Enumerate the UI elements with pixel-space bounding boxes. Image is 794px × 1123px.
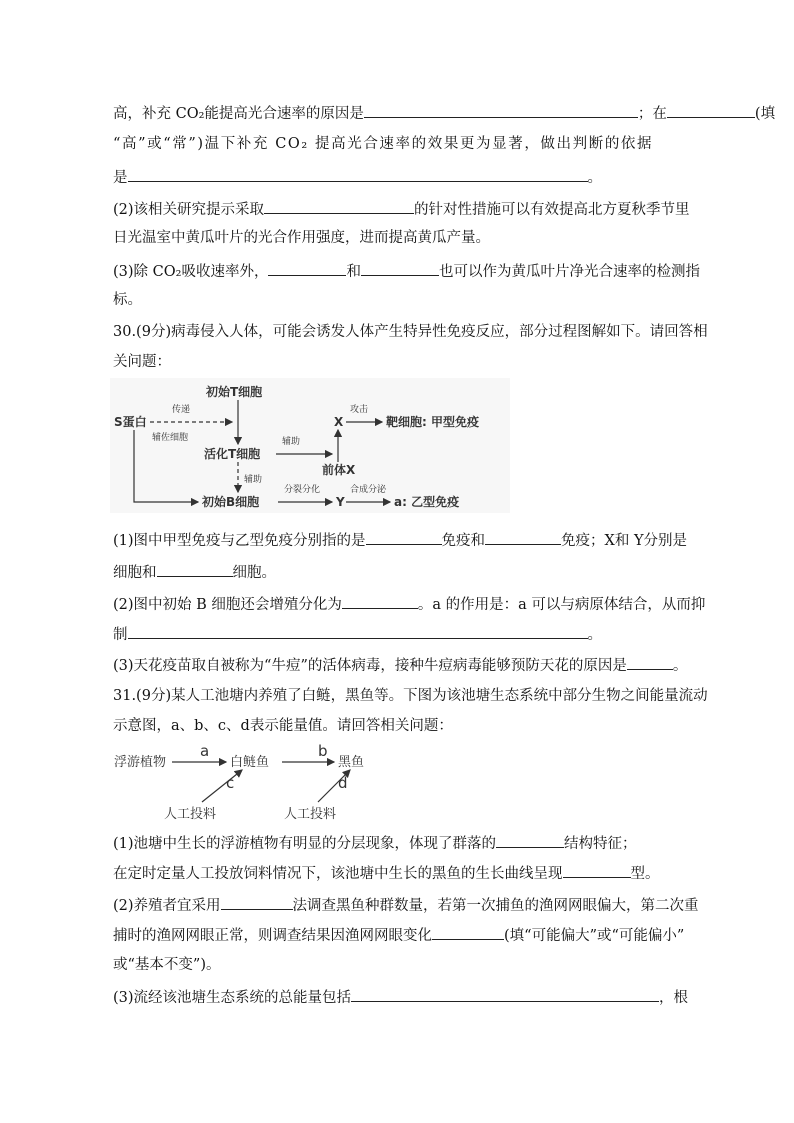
answer-blank[interactable] xyxy=(342,593,418,609)
answer-blank[interactable] xyxy=(351,986,659,1002)
q30-text: 细胞。 xyxy=(232,565,276,581)
y-cell-label: Y xyxy=(336,495,345,509)
q31-text: 型。 xyxy=(630,866,660,882)
antibody-type-b-label: a: 乙型免疫 xyxy=(394,495,460,509)
q31-text: 捕时的渔网网眼正常，则调查结果因渔网网眼变化 xyxy=(113,928,432,944)
energy-a-label: a xyxy=(200,742,210,760)
q30-p1-line-1 xyxy=(113,529,687,551)
q31-stem-line-1: 31.(9分)某人工池塘内养殖了白鲢，黑鱼等。下图为该池塘生态系统中部分生物之间能量流动 xyxy=(113,688,708,704)
s-protein-label: S蛋白 xyxy=(114,415,147,429)
q29-p3-line-2: 标。 xyxy=(113,292,142,308)
answer-blank[interactable] xyxy=(563,862,631,878)
q31-text: 法调查黑鱼种群数量，若第一次捕鱼的渔网网眼偏大，第二次重 xyxy=(292,898,699,914)
plankton-label: 浮游植物 xyxy=(114,755,167,770)
answer-blank[interactable] xyxy=(364,102,638,118)
q31-text: (2)养殖者宜采用 xyxy=(113,898,221,914)
answer-blank[interactable] xyxy=(128,623,588,639)
precursor-x-label: 前体X xyxy=(322,463,356,477)
divide-label: 分裂分化 xyxy=(284,485,321,495)
q30-p1-line-2 xyxy=(113,561,276,583)
q29-line-1 xyxy=(113,102,775,124)
answer-blank[interactable] xyxy=(268,260,346,276)
q31-text: 结构特征； xyxy=(564,836,637,852)
silver-carp-label: 白鲢鱼 xyxy=(230,755,270,770)
q29-p3-line-1 xyxy=(113,260,700,282)
q30-text: 细胞和 xyxy=(113,565,157,581)
energy-d-label: d xyxy=(338,774,348,792)
assist-cell-label: 辅佐细胞 xyxy=(152,433,189,443)
activated-t-cell-label: 活化T细胞 xyxy=(204,447,261,461)
q30-text: 免疫；X和 Y分别是 xyxy=(561,533,688,549)
q29-text: 也可以作为黄瓜叶片净光合速率的检测指 xyxy=(438,264,700,280)
q31-text: (1)池塘中生长的浮游植物有明显的分层现象，体现了群落的 xyxy=(113,836,497,852)
q29-text: 。 xyxy=(587,170,602,186)
q29-p2-line-1 xyxy=(113,198,690,220)
q29-text: 是 xyxy=(113,170,128,186)
q29-text: ；在 xyxy=(637,106,667,122)
q29-text: (填 xyxy=(754,106,776,122)
feed-to-carp-arrow xyxy=(202,770,242,802)
q31-p2-line-2 xyxy=(113,924,684,946)
q31-text: 在定时定量人工投放饲料情况下，该池塘中生长的黑鱼的生长曲线呈现 xyxy=(113,866,563,882)
q31-text: (填“可能偏大”或“可能偏小” xyxy=(504,928,685,944)
energy-c-label: c xyxy=(226,774,235,792)
help-label-1: 辅助 xyxy=(282,437,301,447)
answer-blank[interactable] xyxy=(667,102,755,118)
q30-text: 制 xyxy=(113,627,128,643)
q30-text: 。 xyxy=(587,627,602,643)
transmit-label: 传递 xyxy=(172,405,191,415)
help-label-2: 辅助 xyxy=(244,475,263,485)
naive-t-cell-label: 初始T细胞 xyxy=(206,385,263,399)
q30-stem-line-1: 30.(9分)病毒侵入人体，可能会诱发人体产生特异性免疫反应，部分过程图解如下。请回答相 xyxy=(113,324,708,340)
q29-text: (3)除 CO₂吸收速率外， xyxy=(113,264,269,280)
answer-blank[interactable] xyxy=(264,198,414,214)
answer-blank[interactable] xyxy=(485,529,561,545)
q31-stem-line-2: 示意图，a、b、c、d表示能量值。请回答相关问题： xyxy=(113,718,453,734)
artificial-feed-label-2: 人工投料 xyxy=(284,807,337,822)
answer-blank[interactable] xyxy=(128,166,588,182)
q30-p2-line-1 xyxy=(113,593,705,615)
answer-blank[interactable] xyxy=(361,260,439,276)
secrete-label: 合成分泌 xyxy=(350,485,387,495)
q31-p2-line-1 xyxy=(113,894,699,916)
q29-line-3 xyxy=(113,166,602,188)
q31-p2-line-3: 或“基本不变”)。 xyxy=(113,957,221,973)
q31-text: ，根 xyxy=(659,990,689,1006)
answer-blank[interactable] xyxy=(496,832,564,848)
q29-line-2: “高”或“常”)温下补充 CO₂ 提高光合速率的效果更为显著，做出判断的依据 xyxy=(113,136,654,152)
immune-diagram xyxy=(110,378,510,513)
x-cell-label: X xyxy=(334,415,344,429)
q29-text: 的针对性措施可以有效提高北方夏秋季节里 xyxy=(414,202,690,218)
q30-text: (2)图中初始 B 细胞还会增殖分化为 xyxy=(113,597,342,613)
q30-p2-line-2 xyxy=(113,623,602,645)
energy-flow-diagram xyxy=(112,742,412,826)
q30-p3-line xyxy=(113,654,687,676)
answer-blank[interactable] xyxy=(157,561,233,577)
q29-text: 高，补充 CO₂能提高光合速率的原因是 xyxy=(113,106,364,122)
answer-blank[interactable] xyxy=(432,924,504,940)
q31-text: (3)流经该池塘生态系统的总能量包括 xyxy=(113,990,352,1006)
target-cell-type-a-label: 靶细胞: 甲型免疫 xyxy=(386,415,479,429)
q29-text: (2)该相关研究提示采取 xyxy=(113,202,265,218)
q30-text: (3)天花疫苗取自被称为“牛痘”的活体病毒，接种牛痘病毒能够预防天花的原因是 xyxy=(113,658,627,674)
q31-p1-line-1 xyxy=(113,832,637,854)
q30-text: 免疫和 xyxy=(441,533,486,549)
naive-b-cell-label: 初始B细胞 xyxy=(202,495,260,509)
attack-label: 攻击 xyxy=(350,405,369,415)
q30-text: 。a 的作用是：a 可以与病原体结合，从而抑 xyxy=(417,597,706,613)
energy-b-label: b xyxy=(318,742,328,760)
snakehead-label: 黑鱼 xyxy=(338,755,365,770)
q31-p1-line-2 xyxy=(113,862,660,884)
answer-blank[interactable] xyxy=(627,654,673,670)
artificial-feed-label-1: 人工投料 xyxy=(164,807,217,822)
answer-blank[interactable] xyxy=(366,529,442,545)
q30-text: 。 xyxy=(672,658,688,674)
q31-p3-line xyxy=(113,986,688,1008)
q29-text: 和 xyxy=(346,264,361,280)
q29-p2-line-2: 日光温室中黄瓜叶片的光合作用强度，进而提高黄瓜产量。 xyxy=(113,230,490,246)
q30-text: (1)图中甲型免疫与乙型免疫分别指的是 xyxy=(113,533,366,549)
q30-stem-line-2: 关问题： xyxy=(113,354,171,370)
answer-blank[interactable] xyxy=(221,894,293,910)
